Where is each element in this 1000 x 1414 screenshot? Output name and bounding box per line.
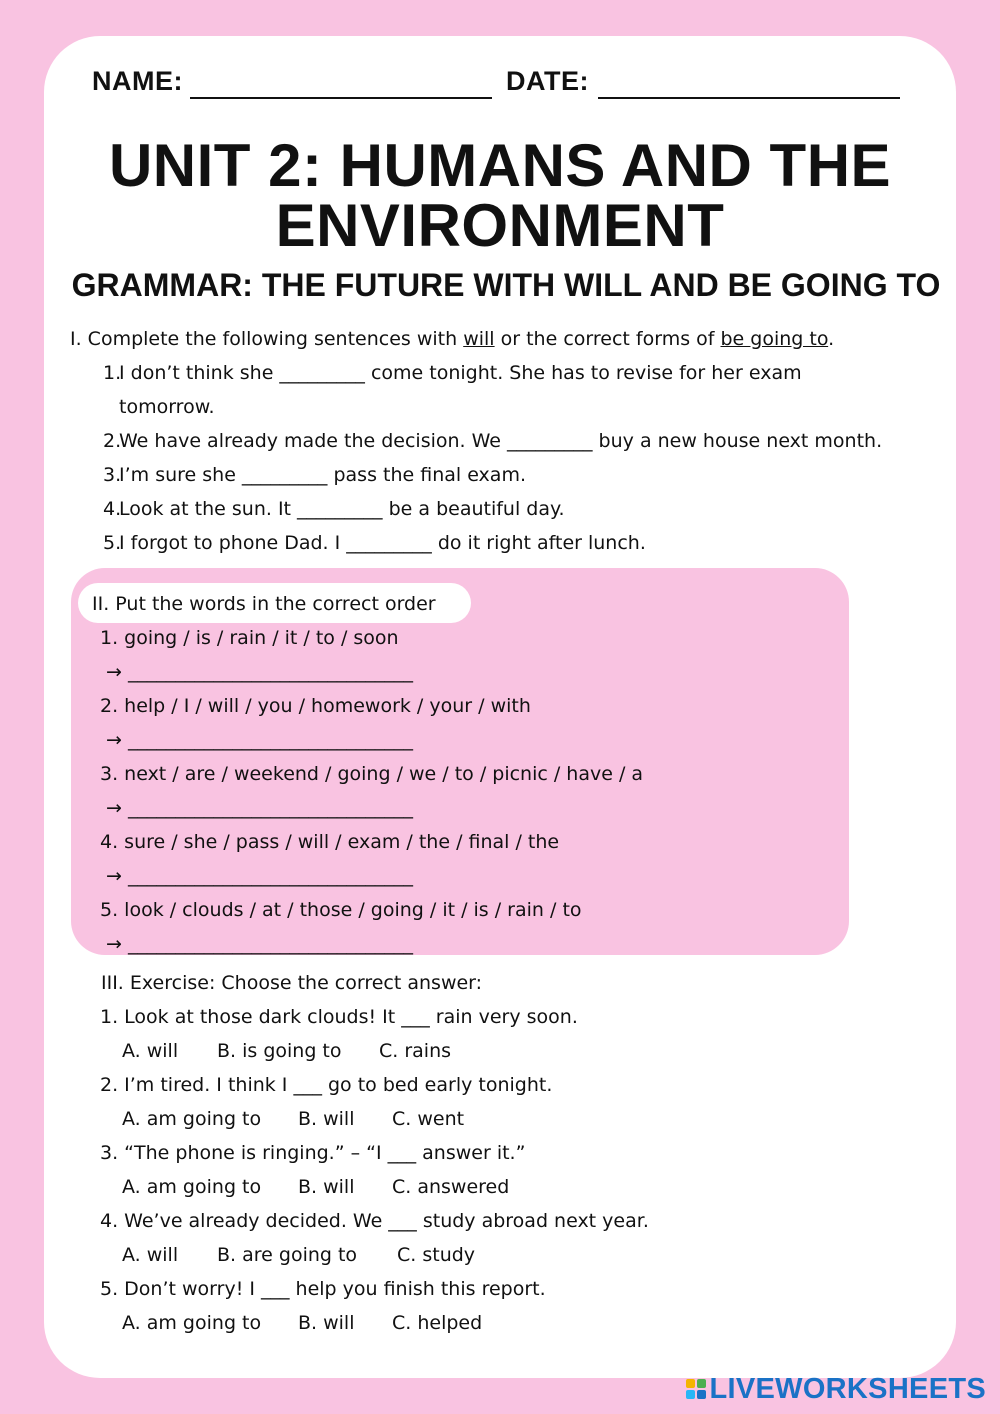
section1-item: [103, 361, 802, 385]
section1-instruction: [70, 327, 834, 351]
item-number: 1.: [103, 362, 122, 384]
instruction-be-going-to: be going to: [720, 328, 829, 350]
option-c[interactable]: C. went: [392, 1108, 465, 1130]
section1-item: [103, 497, 565, 521]
instruction-will: will: [463, 328, 495, 350]
item-text[interactable]: We have already made the decision. We _________ buy a new house next month.: [119, 430, 883, 452]
section1-item: [103, 463, 526, 487]
page-title-line2: ENVIRONMENT: [275, 192, 725, 259]
answer-line[interactable]: → ______________________________: [106, 865, 413, 887]
instruction-text: I. Complete the following sentences with: [70, 328, 464, 350]
answer-line[interactable]: → ______________________________: [106, 797, 413, 819]
item-text[interactable]: I forgot to phone Dad. I _________ do it right after lunch.: [119, 532, 646, 554]
liveworksheets-logo[interactable]: [686, 1371, 987, 1407]
brand-blocks-icon: [686, 1379, 706, 1399]
option-b[interactable]: B. will: [298, 1108, 355, 1130]
item-number: 2.: [103, 430, 122, 452]
reorder-words: 1. going / is / rain / it / to / soon: [100, 627, 399, 649]
section1-item-continuation: tomorrow.: [119, 396, 215, 418]
question-text: 5. Don’t worry! I ___ help you finish this report.: [100, 1278, 546, 1300]
brand-name: LIVEWORKSHEETS: [709, 1372, 986, 1405]
item-number: 4.: [103, 498, 122, 520]
date-label: DATE:: [506, 66, 589, 96]
option-c[interactable]: C. helped: [392, 1312, 483, 1334]
instruction-text: .: [828, 328, 835, 350]
item-text[interactable]: Look at the sun. It _________ be a beautiful day.: [119, 498, 565, 520]
question-text: 3. “The phone is ringing.” – “I ___ answer it.”: [100, 1142, 526, 1164]
option-a[interactable]: A. am going to: [122, 1312, 262, 1334]
reorder-words: 3. next / are / weekend / going / we / to / picnic / have / a: [100, 763, 644, 785]
date-field[interactable]: [598, 97, 900, 99]
reorder-words: 2. help / I / will / you / homework / your / with: [100, 695, 531, 717]
option-c[interactable]: C. study: [397, 1244, 476, 1266]
option-c[interactable]: C. rains: [379, 1040, 452, 1062]
question-text: 4. We’ve already decided. We ___ study abroad next year.: [100, 1210, 649, 1232]
page-subtitle: GRAMMAR: THE FUTURE WITH WILL AND BE GOING TO: [71, 267, 941, 303]
name-label: NAME:: [92, 66, 183, 96]
option-c[interactable]: C. answered: [392, 1176, 510, 1198]
instruction-text: or the correct forms of: [494, 328, 721, 350]
name-field[interactable]: [190, 97, 492, 99]
option-b[interactable]: B. are going to: [217, 1244, 358, 1266]
option-a[interactable]: A. will: [122, 1244, 179, 1266]
answer-line[interactable]: → ______________________________: [106, 729, 413, 751]
section3-heading: III. Exercise: Choose the correct answer:: [101, 972, 483, 994]
option-a[interactable]: A. am going to: [122, 1176, 262, 1198]
reorder-words: 5. look / clouds / at / those / going / it / is / rain / to: [100, 899, 582, 921]
item-number: 3.: [103, 464, 122, 486]
option-a[interactable]: A. am going to: [122, 1108, 262, 1130]
option-b[interactable]: B. will: [298, 1176, 355, 1198]
answer-line[interactable]: → ______________________________: [106, 933, 413, 955]
item-text[interactable]: I’m sure she _________ pass the final exam.: [119, 464, 526, 486]
option-a[interactable]: A. will: [122, 1040, 179, 1062]
reorder-words: 4. sure / she / pass / will / exam / the / final / the: [100, 831, 560, 853]
option-b[interactable]: B. is going to: [217, 1040, 342, 1062]
section1-item: [103, 429, 882, 453]
page-title-line1: UNIT 2: HUMANS AND THE: [108, 132, 892, 199]
item-text[interactable]: I don’t think she _________ come tonight. She has to revise for her exam: [119, 362, 802, 384]
question-text: 1. Look at those dark clouds! It ___ rain very soon.: [100, 1006, 578, 1028]
section2-heading: II. Put the words in the correct order: [92, 593, 436, 615]
question-text: 2. I’m tired. I think I ___ go to bed early tonight.: [100, 1074, 553, 1096]
option-b[interactable]: B. will: [298, 1312, 355, 1334]
answer-line[interactable]: → ______________________________: [106, 661, 413, 683]
item-number: 5.: [103, 532, 122, 554]
section1-item: [103, 531, 646, 555]
